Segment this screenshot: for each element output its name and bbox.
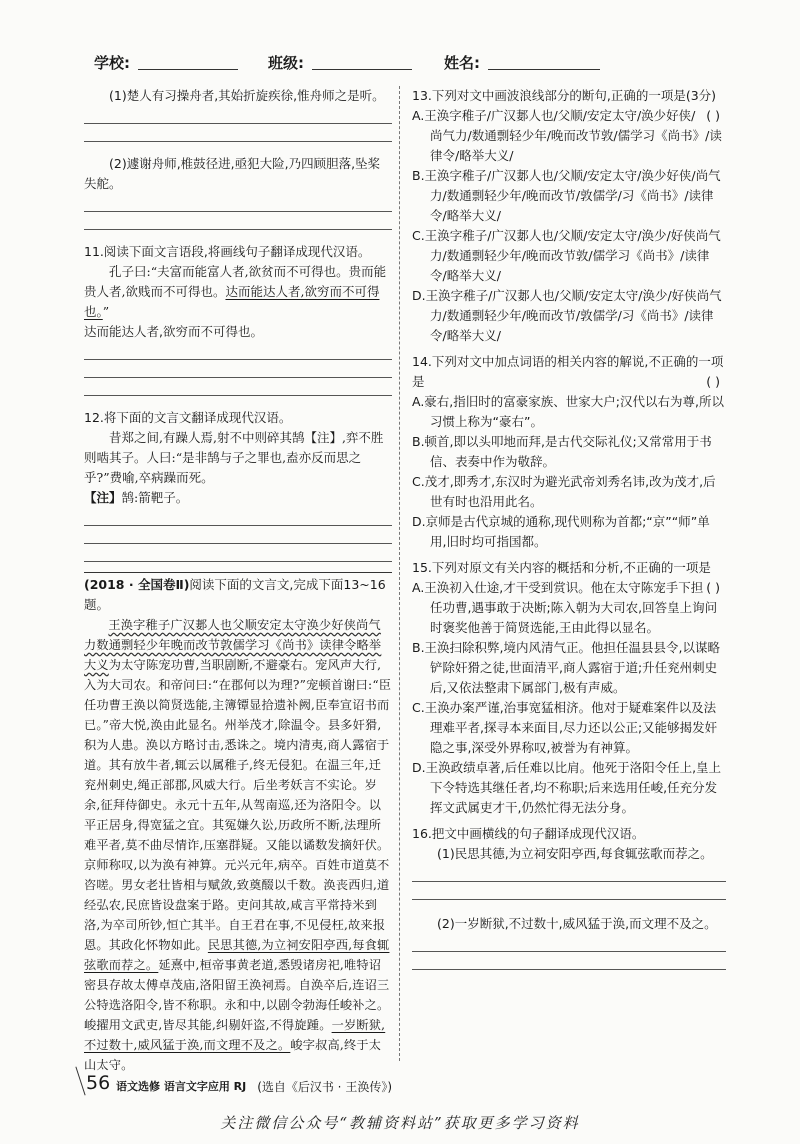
passage-underlined-1: 民思其德,为立祠安阳亭西,每食辄弦歌而荐之。 xyxy=(84,938,390,972)
class-label: 班级: xyxy=(268,54,304,72)
q12-note-text: 鹄:箭靶子。 xyxy=(121,490,189,505)
q10-part2: (2)遽谢舟师,椎鼓径进,亟犯大险,乃四顾胆落,坠桨失舵。 xyxy=(84,156,381,191)
right-column xyxy=(412,86,726,970)
passage-source-tag: (2018 · 全国卷Ⅱ) xyxy=(84,577,190,592)
page-number: 56 xyxy=(86,1072,111,1094)
school-label: 学校: xyxy=(94,54,130,72)
passage-part-b: 延熹中,桓帝事黄老道,悉毁诸房祀,唯特诏密县存故太傅卓茂庙,洛阳留王涣祠焉。自涣卒后,连诏三公特选洛阳令,皆不称职。永和中,以剧令勃海任峻补之。峻擢用文武吏,皆尽其能,纠剔奸盗,不得旋踵。 xyxy=(84,958,390,1032)
q14-option-d[interactable]: D.京师是古代京城的通称,现代则称为首都;“京”“师”单用,旧时均可指国都。 xyxy=(412,514,710,549)
watermark-text: 关注微信公众号“教辅资料站”获取更多学习资料 xyxy=(220,1114,580,1132)
q11-underlined: 达而能达人者,欲穷而不可得也。 xyxy=(84,284,380,319)
passage-part-c: 峻字叔高,终于太山太守。 xyxy=(84,1038,382,1072)
answer-bracket[interactable]: ( ) xyxy=(706,108,720,123)
q11-answer: 达而能达人者,欲穷而不可得也。 xyxy=(84,324,263,339)
class-field[interactable] xyxy=(312,69,412,70)
name-field[interactable] xyxy=(488,69,600,70)
passage-intro xyxy=(84,572,392,615)
q14-stem-text: 14.下列对文中加点词语的相关内容的解说,不正确的一项是 xyxy=(412,354,724,389)
q12-note xyxy=(84,488,392,508)
q16-part2: (2)一岁断狱,不过数十,威风猛于涣,而文理不及之。 xyxy=(437,916,717,931)
answer-line[interactable] xyxy=(412,899,726,900)
q12-stem: 12.将下面的文言文翻译成现代汉语。 xyxy=(84,410,292,425)
answer-line[interactable] xyxy=(84,377,392,378)
q11-stem: 11.阅读下面文言语段,将画线句子翻译成现代汉语。 xyxy=(84,244,371,259)
name-label: 姓名: xyxy=(444,54,480,72)
answer-line[interactable] xyxy=(84,525,392,526)
q11-text-a: 孔子曰:“夫富而能富人者,欲贫而不可得也。贵而能贵人者,欲贱而不可得也。 xyxy=(84,264,387,299)
book-label: 语文选修 语言文字应用 RJ xyxy=(116,1080,247,1093)
answer-bracket[interactable]: ( ) xyxy=(706,580,720,595)
q13-option-b[interactable]: B.王涣字稚子/广汉郪人也/父顺/安定太守/涣少好侠/尚气力/数通剽轻少年/晚而改节/敦儒学/习《尚书》/读律令/略举大义/ xyxy=(412,168,721,223)
q16-stem: 16.把文中画横线的句子翻译成现代汉语。 xyxy=(412,826,645,841)
page-header xyxy=(94,52,734,74)
answer-line[interactable] xyxy=(84,123,392,124)
passage-underlined-2: 一岁断狱,不过数十,威风猛于涣,而文理不及之。 xyxy=(84,1018,386,1052)
answer-line[interactable] xyxy=(84,543,392,544)
q13-option-a[interactable]: A.王涣字稚子/广汉郪人也/父顺/安定太守/涣少好侠/尚气力/数通剽轻少年/晚而改节敦/儒学习《尚书》/读律令/略举大义/ xyxy=(412,108,722,163)
answer-bracket[interactable]: ( ) xyxy=(706,374,720,389)
passage-body xyxy=(84,615,392,1075)
q14-option-c[interactable]: C.茂才,即秀才,东汉时为避光武帝刘秀名讳,改为茂才,后世有时也沿用此名。 xyxy=(412,474,716,509)
q12-text: 昔郑之间,有躁人焉,射不中则碎其鹄【注】,弈不胜则啮其子。人曰:“是非鹄与子之罪也,盍亦反而思之乎?”费喻,卒病躁而死。 xyxy=(84,430,384,485)
q15-option-d[interactable]: D.王涣政绩卓著,后任难以比肩。他死于洛阳令任上,皇上下令特选其继任者,均不称职;后来选用任峻,任充分发挥文武属吏才干,仍然忙得无法分身。 xyxy=(412,760,722,815)
q13-stem-text: 13.下列对文中画波浪线部分的断句,正确的一项是(3分) xyxy=(412,88,717,103)
left-column xyxy=(84,86,392,1097)
q15-stem xyxy=(412,558,726,595)
q14-option-b[interactable]: B.顿首,即以头叩地而拜,是古代交际礼仪;又常常用于书信、表奏中作为敬辞。 xyxy=(412,434,712,469)
passage-source: (选自《后汉书 · 王涣传》) xyxy=(257,1080,392,1094)
q11-text xyxy=(84,262,392,322)
q14-stem xyxy=(412,352,726,392)
q14-option-a[interactable]: A.豪右,指旧时的富豪家族、世家大户;汉代以右为尊,所以习惯上称为“豪右”。 xyxy=(412,394,724,429)
column-divider xyxy=(399,86,400,1061)
answer-line[interactable] xyxy=(84,395,392,396)
q10-part1: (1)楚人有习操舟者,其始折旋疾徐,惟舟师之是听。 xyxy=(109,88,385,103)
q13-option-c[interactable]: C.王涣字稚子/广汉郪人也/父顺/安定太守/涣少/好侠尚气力/数通剽轻少年/晚而改节敦/儒学习《尚书》/读律令/略举大义/ xyxy=(412,228,721,283)
answer-line[interactable] xyxy=(412,881,726,882)
q15-option-c[interactable]: C.王涣办案严谨,治事宽猛相济。他对于疑难案件以及法理难平者,探寻本来面目,尽力还以公正;又能够揭发奸隐之事,深受外界称叹,被誉为有神算。 xyxy=(412,700,718,755)
answer-line[interactable] xyxy=(84,229,392,230)
school-field[interactable] xyxy=(138,69,238,70)
q12-note-label: 【注】 xyxy=(84,490,122,505)
passage-part-a: 为太守陈宠功曹,当职剧断,不避豪右。宠风声大行,入为大司农。和帝问曰:“在郡何以为理?”宠顿首谢曰:“臣任功曹王涣以简贤选能,主簿镡显拾遗补阙,臣奉宣诏书而已。”帝大悦,涣由此显名。州举茂才,除温令。县多奸猾,积为人患。涣以方略讨击,悉诛之。境内清夷,商人露宿于道。其有放牛者,辄云以属稚子,终无侵犯。在温三年,迁兖州刺史,绳正部郡,风威大行。后坐考妖言不实论。岁余,征拜侍御史。永元十五年,从驾南巡,还为洛阳令。以平正居身,得宽猛之宜。其冤嫌久讼,历政所不断,法理所难平者,莫不曲尽情诈,压塞群疑。又能以谲数发摘奸伏。京师称叹,以为涣有神算。元兴元年,病卒。百姓市道莫不咨嗟。男女老壮皆相与赋敛,致奠醊以千数。涣丧西归,道经弘农,民庶皆设盘案于路。吏问其故,咸言平常持米到洛,为卒司所钞,恒亡其半。自王君在事,不见侵枉,故来报恩。其政化怀物如此。 xyxy=(84,658,392,952)
answer-line[interactable] xyxy=(412,951,726,952)
q13-option-d[interactable]: D.王涣字稚子/广汉郪人也/父顺/安定太守/涣少/好侠尚气力/数通剽轻少年/晚而改节/敦儒学/习《尚书》/读律令/略举大义/ xyxy=(412,288,722,343)
answer-line[interactable] xyxy=(412,969,726,970)
q11-text-b: ” xyxy=(102,304,110,319)
answer-line[interactable] xyxy=(84,359,392,360)
answer-line[interactable] xyxy=(84,141,392,142)
q13-stem xyxy=(412,86,726,123)
answer-line[interactable] xyxy=(84,211,392,212)
q15-option-a[interactable]: A.王涣初入仕途,才干受到赏识。他在太守陈宠手下担任功曹,遇事敢于决断;陈入朝为大司农,回答皇上询问时褒奖他善于简贤选能,王由此得以显名。 xyxy=(412,580,718,635)
q16-part1: (1)民思其德,为立祠安阳亭西,每食辄弦歌而荐之。 xyxy=(437,846,713,861)
passage-instruction: 阅读下面的文言文,完成下面13~16题。 xyxy=(84,577,386,612)
answer-line[interactable] xyxy=(84,561,392,562)
passage-wavy-segment: 王涣字稚子广汉郪人也父顺安定太守涣少好侠尚气力数通剽轻少年晚而改节敦儒学习《尚书》读律令略举大义 xyxy=(84,618,382,672)
q15-option-b[interactable]: B.王涣扫除积弊,境内风清气正。他担任温县县令,以谋略铲除奸猾之徒,世面清平,商人露宿于道;升任兖州刺史后,又依法整肃下属部门,极有声威。 xyxy=(412,640,720,695)
q15-stem-text: 15.下列对原文有关内容的概括和分析,不正确的一项是 xyxy=(412,560,711,575)
